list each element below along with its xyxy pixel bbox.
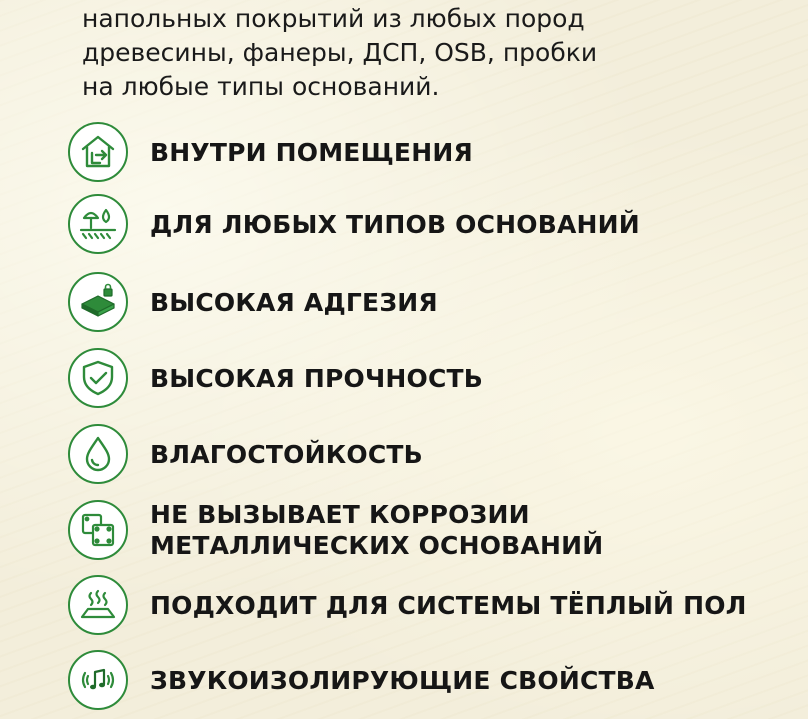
- feature-item-sound-insulation: [68, 650, 655, 710]
- intro-text: [82, 2, 742, 104]
- metal-plates-icon: [68, 500, 128, 560]
- feature-label: ВЫСОКАЯ АДГЕЗИЯ: [150, 287, 438, 317]
- water-drop-icon: [68, 424, 128, 484]
- feature-label-line: МЕТАЛЛИЧЕСКИХ ОСНОВАНИЙ: [150, 531, 604, 560]
- adhesion-layers-icon: [68, 272, 128, 332]
- shield-check-icon: [68, 348, 128, 408]
- heated-floor-icon: [68, 575, 128, 635]
- feature-label: ДЛЯ ЛЮБЫХ ТИПОВ ОСНОВАНИЙ: [150, 209, 640, 239]
- intro-line: на любые типы оснований.: [82, 72, 440, 101]
- intro-line: древесины, фанеры, ДСП, OSB, пробки: [82, 38, 598, 67]
- feature-item-moisture: [68, 424, 423, 484]
- base-types-icon: [68, 194, 128, 254]
- feature-label: [150, 499, 603, 561]
- feature-label-line: НЕ ВЫЗЫВАЕТ КОРРОЗИИ: [150, 500, 530, 529]
- feature-item-base-types: [68, 194, 640, 254]
- sound-insulation-icon: [68, 650, 128, 710]
- feature-label: ЗВУКОИЗОЛИРУЮЩИЕ СВОЙСТВА: [150, 665, 655, 695]
- feature-item-heated-floor: [68, 575, 747, 635]
- feature-label: ВЛАГОСТОЙКОСТЬ: [150, 439, 423, 469]
- feature-item-strength: [68, 348, 483, 408]
- feature-item-adhesion: [68, 272, 438, 332]
- feature-label: ПОДХОДИТ ДЛЯ СИСТЕМЫ ТЁПЛЫЙ ПОЛ: [150, 590, 747, 620]
- feature-item-indoor: [68, 122, 473, 182]
- intro-line: напольных покрытий из любых пород: [82, 4, 585, 33]
- feature-label: ВЫСОКАЯ ПРОЧНОСТЬ: [150, 363, 484, 393]
- feature-item-no-corrosion: [68, 499, 603, 561]
- indoor-house-icon: [68, 122, 128, 182]
- feature-label: ВНУТРИ ПОМЕЩЕНИЯ: [150, 137, 473, 167]
